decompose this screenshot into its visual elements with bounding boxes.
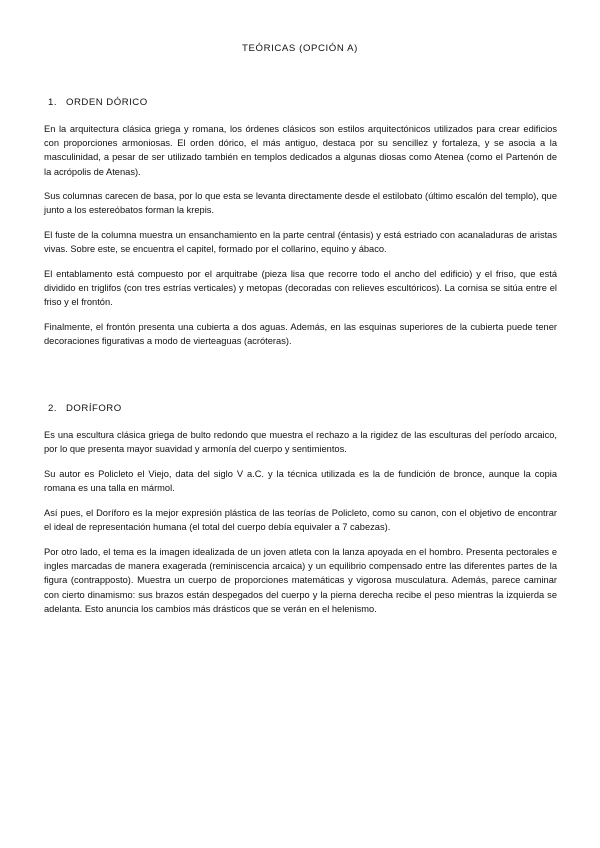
section-heading-text: DORÍFORO (66, 403, 122, 414)
paragraph: Finalmente, el frontón presenta una cubierta a dos aguas. Además, en las esquinas superiores de la cubierta puede tener decoraciones figurativas a modo de vierteaguas (acróteras). (44, 322, 557, 347)
paragraph: El entablamento está compuesto por el arquitrabe (pieza lisa que recorre todo el ancho del edificio) y el friso, que está dividido en triglifos (con tres estrías verticales) y metopas (decoradas con relieves escultóricos). La cornisa se sitúa entre el friso y el frontón. (44, 269, 557, 308)
paragraph: Por otro lado, el tema es la imagen idealizada de un joven atleta con la lanza apoyada en el hombro. Presenta pectorales e ingles marcadas de manera exagerada (reminiscencia arcaica) y un equilibrio compensado entre las diferentes partes de la figura (contrapposto). Muestra un cuerpo de proporciones matemáticas y vigorosa musculatura. Además, parece caminar con cierto dinamismo: sus brazos están despegados del cuerpo y la pierna derecha recibe el peso mientras la izquierda se adelanta. Esto anuncia los cambios más drásticos que se verán en el helenismo. (44, 547, 557, 614)
paragraph: Su autor es Policleto el Viejo, data del siglo V a.C. y la técnica utilizada es la de fundición de bronce, aunque la copia romana es una talla en mármol. (44, 469, 557, 494)
paragraph: Sus columnas carecen de basa, por lo que esta se levanta directamente desde el estilobato (último escalón del templo), que junto a los estereóbatos forman la krepis. (44, 191, 557, 216)
paragraph: Así pues, el Doríforo es la mejor expresión plástica de las teorías de Policleto, como su canon, con el objetivo de encontrar el ideal de representación humana (el total del cuerpo debía equivaler a 7 cabezas). (44, 508, 557, 533)
paragraph: El fuste de la columna muestra un ensanchamiento en la parte central (éntasis) y está estriado con acanaladuras de aristas vivas. Sobre este, se encuentra el capitel, formado por el collarino, equino y ábaco. (44, 230, 557, 255)
section-heading-text: ORDEN DÓRICO (66, 97, 148, 108)
paragraph: Es una escultura clásica griega de bulto redondo que muestra el rechazo a la rigidez de las esculturas del período arcaico, por lo que presenta mayor suavidad y armonía del cuerpo y sentimientos. (44, 430, 557, 455)
paragraph: En la arquitectura clásica griega y romana, los órdenes clásicos son estilos arquitectónicos utilizados para crear edificios con proporciones armoniosas. El orden dórico, el más antiguo, destaca por su sencillez y fortaleza, y se asocia a la masculinidad, a pesar de ser utilizado también en templos dedicados a algunas diosas como Atenea (como el Partenón de la acrópolis de Atenas). (44, 124, 557, 177)
section-heading-orden-dorico (48, 97, 148, 108)
section-number: 2. (48, 403, 58, 414)
document-title: TEÓRICAS (OPCIÓN A) (242, 43, 358, 54)
section-heading-doriforo (48, 403, 122, 414)
section-number: 1. (48, 97, 58, 108)
